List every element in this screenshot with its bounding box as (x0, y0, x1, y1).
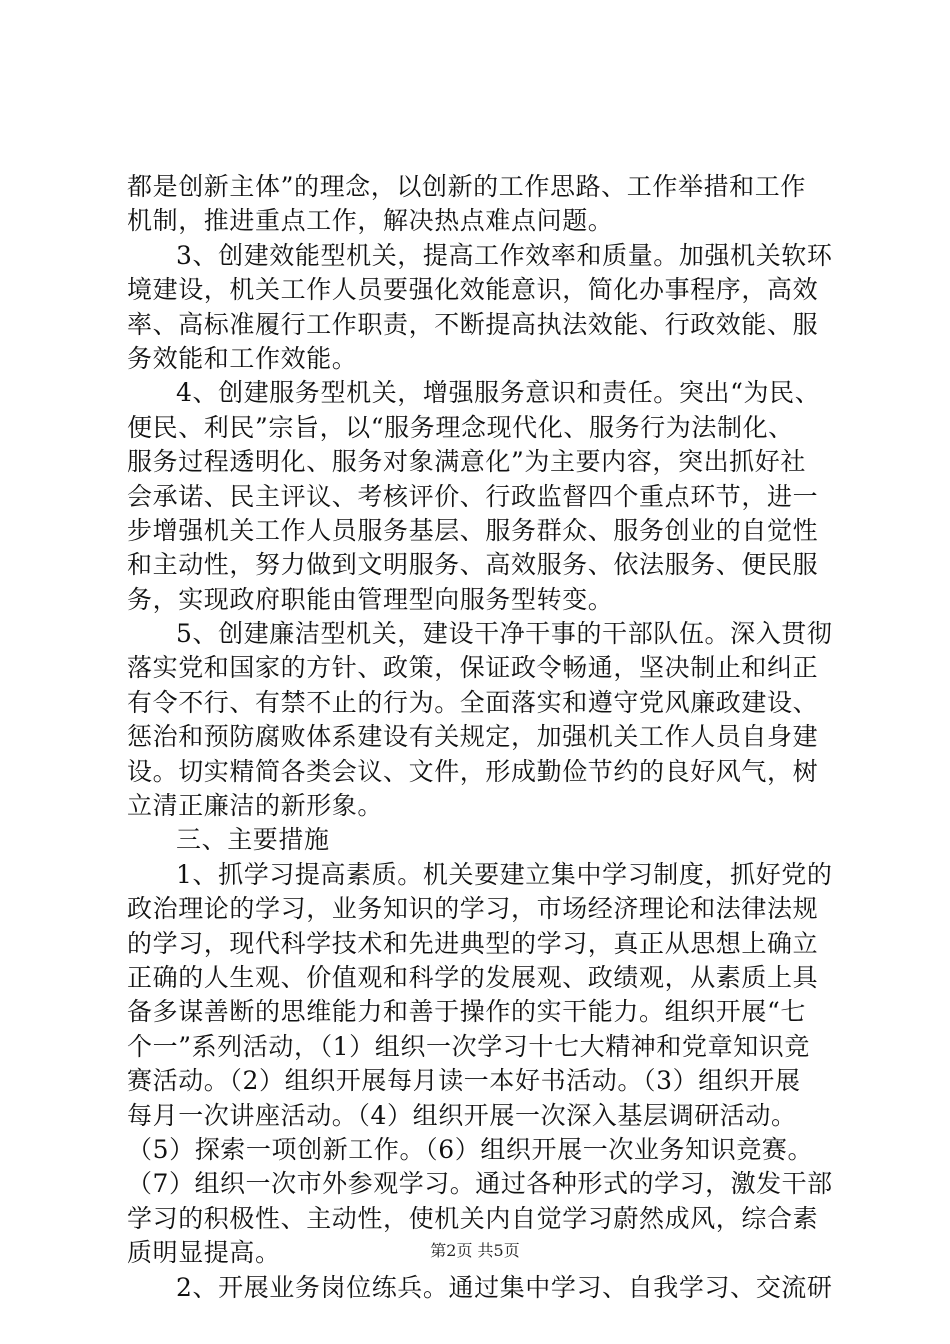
text-line: 三、主要措施 (176, 825, 330, 855)
page-footer: 第2页 共5页 (430, 1241, 520, 1260)
text-line: 务效能和工作效能。 (127, 343, 358, 373)
text-line: 每月一次讲座活动。（4）组织开展一次深入基层调研活动。 (127, 1100, 797, 1130)
text-line: 立清正廉洁的新形象。 (127, 791, 384, 821)
text-line: 赛活动。（2）组织开展每月读一本好书活动。（3）组织开展 (127, 1066, 801, 1096)
document-body (127, 170, 833, 1305)
text-line: 3、创建效能型机关，提高工作效率和质量。加强机关软环 (176, 240, 833, 270)
text-line: 惩治和预防腐败体系建设有关规定，加强机关工作人员自身建 (127, 722, 819, 752)
text-line: 和主动性，努力做到文明服务、高效服务、依法服务、便民服 (127, 550, 819, 580)
text-line: 有令不行、有禁不止的行为。全面落实和遵守党风廉政建设、 (127, 687, 819, 717)
text-line: 政治理论的学习，业务知识的学习，市场经济理论和法律法规 (127, 894, 819, 924)
text-line: 率、高标准履行工作职责，不断提高执法效能、行政效能、服 (127, 309, 819, 339)
text-line: 的学习，现代科学技术和先进典型的学习，真正从思想上确立 (127, 928, 819, 958)
text-line: 2、开展业务岗位练兵。通过集中学习、自我学习、交流研 (176, 1272, 833, 1302)
text-line: 备多谋善断的思维能力和善于操作的实干能力。组织开展“七 (127, 997, 806, 1027)
text-line: （5）探索一项创新工作。（6）组织开展一次业务知识竞赛。 (127, 1134, 814, 1164)
text-line: 机制，推进重点工作，解决热点难点问题。 (127, 206, 614, 236)
text-line: 5、创建廉洁型机关，建设干净干事的干部队伍。深入贯彻 (176, 619, 833, 649)
text-line: 步增强机关工作人员服务基层、服务群众、服务创业的自觉性 (127, 515, 819, 545)
text-line: 个一”系列活动，（1）组织一次学习十七大精神和党章知识竞 (127, 1031, 810, 1061)
text-line: （7）组织一次市外参观学习。通过各种形式的学习，激发干部 (127, 1169, 833, 1199)
text-line: 服务过程透明化、服务对象满意化”为主要内容，突出抓好社 (127, 447, 806, 477)
text-line: 境建设，机关工作人员要强化效能意识，简化办事程序，高效 (127, 275, 819, 305)
text-line: 4、创建服务型机关，增强服务意识和责任。突出“为民、 (176, 378, 821, 408)
text-line: 质明显提高。 (127, 1238, 281, 1268)
text-line: 落实党和国家的方针、政策，保证政令畅通，坚决制止和纠正 (127, 653, 819, 683)
text-line: 学习的积极性、主动性，使机关内自觉学习蔚然成风，综合素 (127, 1203, 819, 1233)
text-line: 正确的人生观、价值观和科学的发展观、政绩观，从素质上具 (127, 962, 819, 992)
text-line: 都是创新主体”的理念，以创新的工作思路、工作举措和工作 (127, 172, 806, 201)
text-line: 会承诺、民主评议、考核评价、行政监督四个重点环节，进一 (127, 481, 819, 511)
text-line: 便民、利民”宗旨，以“服务理念现代化、服务行为法制化、 (127, 412, 794, 442)
text-line: 设。切实精简各类会议、文件，形成勤俭节约的良好风气，树 (127, 756, 819, 786)
text-line: 务，实现政府职能由管理型向服务型转变。 (127, 584, 614, 614)
text-line: 1、抓学习提高素质。机关要建立集中学习制度，抓好党的 (176, 859, 833, 889)
